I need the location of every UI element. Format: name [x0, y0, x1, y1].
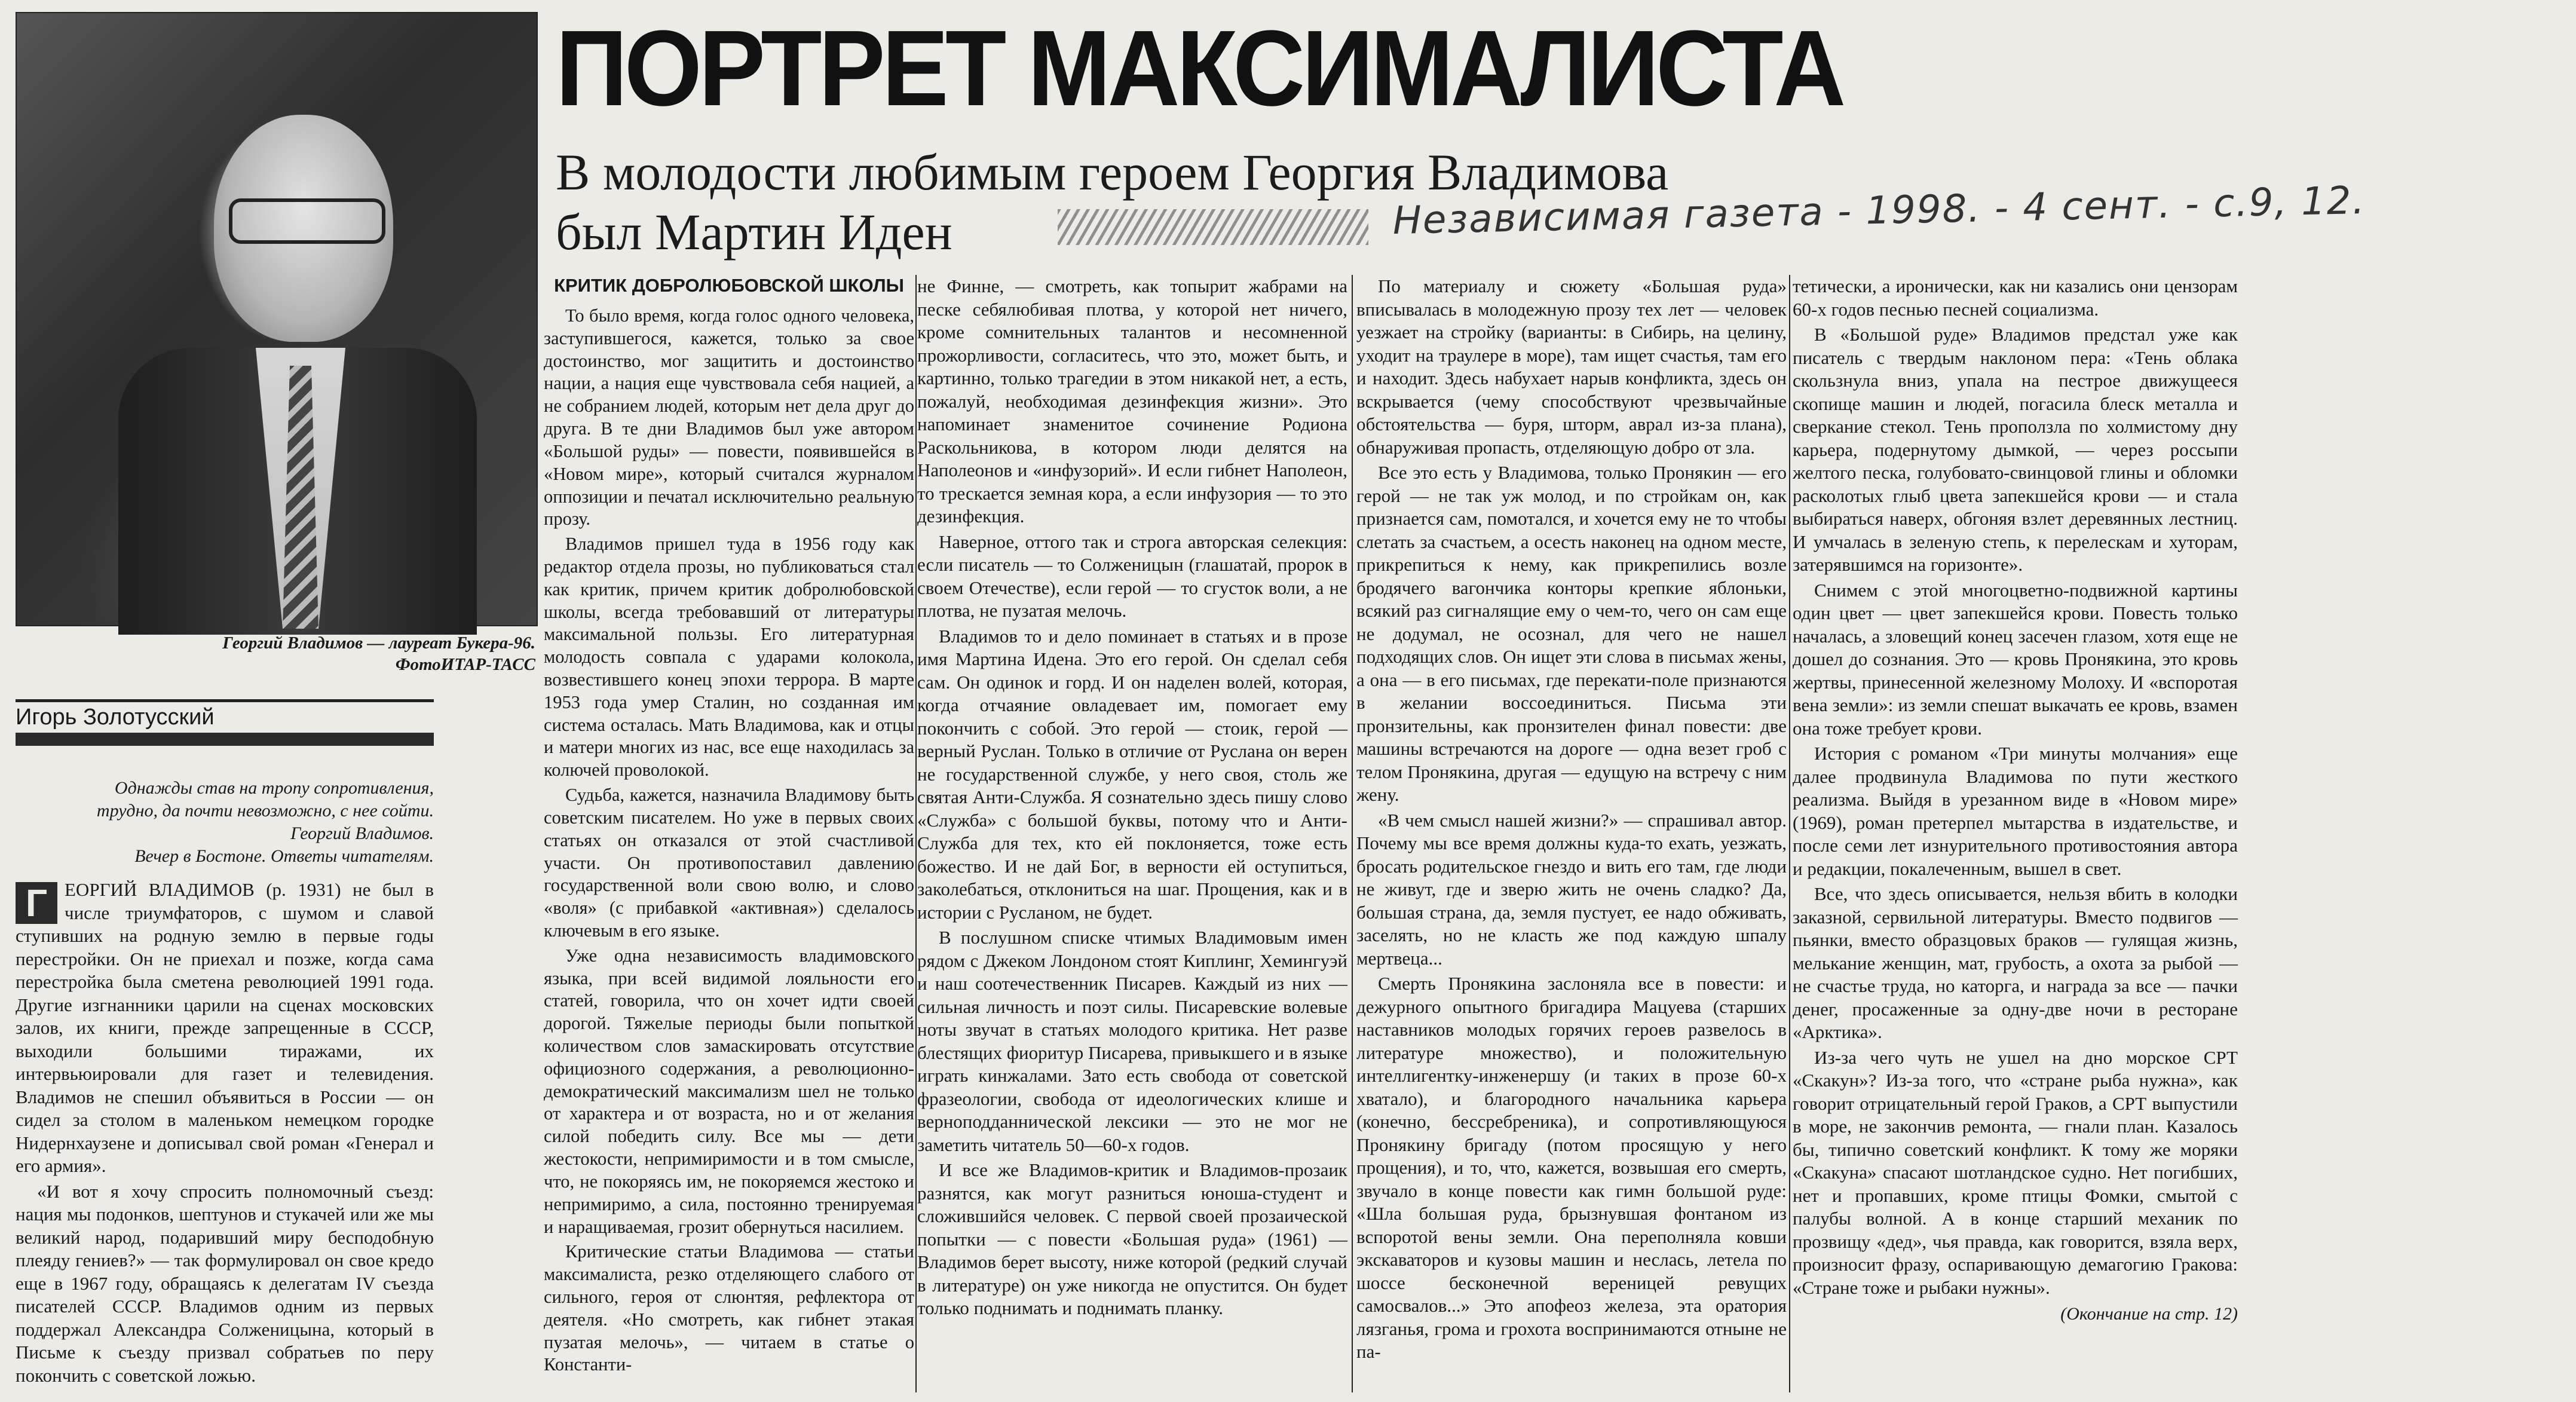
subtitle-line2: был Мартин Иден [556, 203, 952, 261]
epigraph [16, 777, 434, 868]
col2-paragraph: То было время, когда голос одного человека, заступившегося, кажется, только за свое достоинство, мог защитить и достоинство нации, а нация еще чувствовала себя нацией, а не собранием людей, которым нет дела друг до друга. В те дни Владимов был уже автором «Большой руды» — повести, появившейся в «Новом мире», который считался журналом оппозиции и печатал исключительно реальную прозу. [544, 305, 914, 529]
continuation-note: (Окончание на стр. 12) [2060, 1304, 2238, 1324]
col2-paragraph: Критические статьи Владимова — статьи максималиста, резко отделяющего слабого от сильного, героя от слюнтяя, рефлектора от деятеля. «Но смотреть, как гибнет этакая пузатая мелочь», — читаем в статье о Константи- [544, 1241, 914, 1375]
epigraph-line3: Георгий Владимов. [290, 824, 434, 843]
article-column-3 [917, 275, 1347, 1320]
drop-cap: Г [16, 882, 57, 924]
article-column-4 [1356, 275, 1787, 1364]
column-rule [915, 275, 917, 1392]
column-rule [1789, 275, 1790, 1392]
handwritten-note: Независимая газета - 1998. - 4 сент. - с.9, 12. [1392, 178, 2366, 243]
epigraph-line4: Вечер в Бостоне. Ответы читателям. [134, 846, 434, 866]
article-column-2 [544, 275, 914, 1376]
col5-paragraph: Из-за чего чуть не ушел на дно морское СРТ «Скакун»? Из-за того, что «стране рыба нужна», как говорит отрицательный герой Граков, а СРТ выпустили в море, не закончив ремонта, — гнали план. Казалось бы, типично советский конфликт. К тому же моряки «Скакуна» спасают шотландское судно. Нет погибших, нет и пропавших, кроме птицы Фомки, смытой с палубы волной. А в конце старший механик по прозвищу «дед», чья правда, как говорится, взяла верх, произносит фразу, оспаривающую демагогию Гракова: «Стране тоже и рыбаки нужны». [1793, 1046, 2238, 1298]
col1-paragraph: ЕОРГИЙ ВЛАДИМОВ (р. 1931) не был в числе триумфаторов, с шумом и славой ступивших на родную землю в первые годы перестройки. Он не приехал и позже, когда сама перестройка была сметена революцией 1991 года. Другие изгнанники царили на сценах московских залов, их книги, прежде запрещенные в СССР, выходили большими тиражами, их интервьюировали для газет и телевидения. Владимов не спешил объявиться в России — он сидел за столом в маленьком немецком городке Нидернхаузене и дописывал свой роман «Генерал и его армия». [16, 879, 434, 1176]
author-portrait-photo [16, 12, 538, 626]
headline: ПОРТРЕТ МАКСИМАЛИСТА [556, 8, 1843, 128]
photo-glasses [229, 198, 385, 244]
col3-paragraph: Владимов то и дело поминает в статьях и в прозе имя Мартина Идена. Это его герой. Он сделал себя сам. Он одинок и горд. И он наделен волей, которая, когда отчаяние овладевает им, помогает ему покончить с собой. Это герой — стоик, герой — верный Руслан. Только в отличие от Руслана он верен не государственной службе, у него своя, столь же святая Анти-Служба. Я сознательно здесь пишу слово «Служба» с большой буквы, потому что и Анти-Служба для тех, кто ей поклоняется, тоже есть божество. И не дай Бог, в верности ей оступиться, заколебаться, отклониться на шаг. Прощения, как и в истории с Русланом, не будет. [917, 625, 1347, 923]
col5-paragraph: В «Большой руде» Владимов предстал уже как писатель с твердым наклоном пера: «Тень облака скользнула вниз, упала на пестрое движущееся скопище машин и людей, погасила блеск металла и сверкание стекол. Тень проползла по холмистому дну карьера, подернутому дымкой, — через россыпи желтого песка, голубовато-свинцовой глины и обломки расколотых глыб цвета запекшейся крови — и стала выбираться наверх, обгоняя взлет деревянных лестниц. И умчалась в зеленую степь, к перелескам и хуторам, затерявшимся на горизонте». [1793, 324, 2238, 575]
col3-paragraph: И все же Владимов-критик и Владимов-прозаик разнятся, как могут разниться юноша-студент и сложившийся человек. С первой своей прозаической попытки — с повести «Большая руда» (1961) — Владимов берет высоту, ниже которой (редкий случай в литературе) он уже никогда не опустится. Он будет только поднимать и поднимать планку. [917, 1159, 1347, 1318]
column-rule [1352, 275, 1353, 1392]
photo-caption [16, 632, 535, 675]
photo-caption-line1: Георгий Владимов — лауреат Букера-96. [222, 633, 535, 653]
photo-credit: ФотоИТАР-ТАСС [395, 655, 535, 674]
col2-paragraph: Уже одна независимость владимовского языка, при всей видимой лояльности его статей, говорила, что он хочет идти своей дорогой. Тяжелые периоды были попыткой количеством слов замаскировать отсутствие официозного содержания, а революционно-демократический максимализм шел не только от характера и от возраста, но и от желания силой победить силу. Все мы — дети жестокости, непримиримости и в том смысле, что, не покоряясь им, не покоряемся жестоко и непримиримо, а сила, постоянно тренируемая и наращиваемая, грозит обернуться насилием. [544, 945, 914, 1237]
author-divider-bar [16, 733, 434, 746]
subtitle-line1: В молодости любимым героем Георгия Владимова [556, 143, 1669, 201]
col4-paragraph: По материалу и сюжету «Большая руда» вписывалась в молодежную прозу тех лет — человек уезжает на стройку (варианты: в Сибирь, на целину, уходит на траулере в море), там ищет счастья, там его и находит. Здесь набухает нарыв конфликта, здесь он вскрывается (чему способствуют чрезвычайные обстоятельства — буря, шторм, аврал из-за плана), обнаруживая пропасть, отделяющую добро от зла. [1356, 275, 1787, 458]
epigraph-line2: трудно, да почти невозможно, с нее сойти. [96, 801, 434, 821]
col5-paragraph: История с романом «Три минуты молчания» еще далее продвинула Владимова по пути жесткого реализма. Выйдя в урезанном виде в «Новом мире» (1969), роман претерпел мытарства в издательстве, и после семи лет изнурительного противостояния автора и редакции, покалеченным, вышел в свет. [1793, 743, 2238, 879]
col2-paragraph: Владимов пришел туда в 1956 году как редактор отдела прозы, но публиковаться стал как критик, причем критик добролюбовской школы, всегда требовавший от литературы максимальной пользы. Его литературная молодость совпала с ударами колокола, возвестившего конец эпохи террора. В марте 1953 года умер Сталин, но созданная им система осталась. Мать Владимова, как и отцы и матери многих из нас, все еще находилась за колючей проволокой. [544, 534, 914, 780]
article-column-1 [16, 878, 434, 1387]
col1-paragraph: «И вот я хочу спросить полномочный съезд: нация мы подонков, шептунов и стукачей или же мы великий народ, подаривший миру бесподобную плеяду гениев?» — так формулировал он свое кредо еще в 1967 году, обращаясь к делегатам IV съезда писателей СССР. Владимов одним из первых поддержал Александра Солженицына, который в Письме к съезду призвал собратьев по перу покончить с советской ложью. [16, 1180, 434, 1386]
section-heading: КРИТИК ДОБРОЛЮБОВСКОЙ ШКОЛЫ [554, 275, 904, 296]
col3-paragraph: не Финне, — смотреть, как топырит жабрами на песке себялюбивая плотва, у которой нет ничего, кроме сомнительных талантов и несомненной прожорливости, согласитесь, что это, может быть, и картинно, только трагедии в этом никакой нет, а есть, пожалуй, необходимая дезинфекция жизни». Это напоминает знаменитое сочинение Родиона Раскольникова, в котором люди делятся на Наполеонов и «инфузорий». И если гибнет Наполеон, то трескается земная кора, а если инфузория — то это дезинфекция. [917, 275, 1347, 526]
epigraph-line1: Однажды став на тропу сопротивления, [114, 778, 434, 798]
col3-paragraph: В послушном списке чтимых Владимовым имен рядом с Джеком Лондоном стоят Киплинг, Хемингуэй и наш соотечественник Писарев. Каждый из них — сильная личность и поэт силы. Писаревские волевые ноты звучат в статьях молодого критика. Нет разве блестящих фиоритур Писарева, привыкшего и в языке играть кинжалами. Зато есть свобода от советской фразеологии, свобода от идеологических клише и верноподданнической лексики — это не мог не заметить читатель 50—60-х годов. [917, 927, 1347, 1155]
col4-paragraph: Все это есть у Владимова, только Пронякин — его герой — не так уж молод, и по стройкам он, как признается сам, помотался, и хочется ему не то чтобы слетать за счастьем, а осесть наконец на одном месте, прикрепиться к нему, как прикрепились возле бродячего вагончика конторы крепкие яблоньки, всякий раз сигналящие ему о чем-то, чего он сам еще не додумал, не осознал, для чего не нашел подходящих слов. Он ищет эти слова в письмах жены, а она — в его письмах, где перекати-поле признаются в желании воссоединиться. Письма эти пронзительны, как пронзителен финал повести: две машины встречаются на дороге — одна везет гроб с телом Пронякина, другая — едущую на встречу с ним жену. [1356, 462, 1787, 805]
col4-paragraph: «В чем смысл нашей жизни?» — спрашивал автор. Почему мы все время должны куда-то ехать, уезжать, бросать родительское гнездо и вить его там, где люди не живут, где и зверю жить не очень сладко? Да, большая страна, да, земля пустует, ее надо обживать, заселять, но не класть же под каждую шпалу мертвеца... [1356, 809, 1787, 969]
col5-paragraph: Все, что здесь описывается, нельзя вбить в колодки заказной, сервильной литературы. Вместо подвигов — пьянки, вместо образцовых браков — гулящая жизнь, мелькание женщин, мат, грубость, а охота за рыбой — не счастье труда, но каторга, и награда за все — пачки денег, просаженные за одну-две ночи в ресторане «Арктика». [1793, 883, 2238, 1042]
col3-paragraph: Наверное, оттого так и строга авторская селекция: если писатель — то Солженицын (глашатай, пророк в своем Отечестве), если герой — то сгусток воли, а не плотва, не пузатая мелочь. [917, 531, 1347, 621]
col4-paragraph: Смерть Пронякина заслоняла все в повести: и дежурного опытного бригадира Мацуева (старших наставников молодых горячих героев развелось в литературе множество), и положительную интеллигентку-инженершу (и таких в прозе 60-х хватало), и благородного начальника карьера (конечно, бессребреника), и сопротивляющуюся Пронякину бригаду (потом просящую у него прощения), и то, что, кажется, возвышая его смерть, звучало в конце повести как гимн большой руде: «Шла большая руда, брызнувшая фонтаном из вспоротой вены земли. Она переполняла ковши экскаваторов и кузовы машин и неслась, летела по шоссе бесконечной вереницей ревущих самосвалов...» Это апофеоз железа, эта оратория лязганья, грома и грохота воспринимаются отныне не па- [1356, 973, 1787, 1362]
article-column-5 [1793, 275, 2238, 1326]
col5-paragraph: Снимем с этой многоцветно-подвижной картины один цвет — цвет запекшейся крови. Повесть только началась, а зловещий конец засечен глазом, хотя еще не дошел до сознания. Это — кровь Пронякина, это кровь жертвы, принесенной железному Молоху. И «вспоротая вена земли»: из земли спешат выкачать ее кровь, взамен она тоже требует крови. [1793, 579, 2238, 739]
col5-paragraph: тетически, а иронически, как ни казались они цензорам 60-х годов песнью песней социализма. [1793, 275, 2238, 320]
crossed-out-scribble [1058, 209, 1368, 245]
author-name: Игорь Золотусский [16, 699, 434, 738]
col2-paragraph: Судьба, кажется, назначила Владимову быть советским писателем. Но уже в первых своих статьях он отказался от этой счастливой участи. Он противопоставил давлению государственной воли свою волю, и слово «воля» (с прибавкой «активная») сделалось ключевым в его языке. [544, 785, 914, 941]
